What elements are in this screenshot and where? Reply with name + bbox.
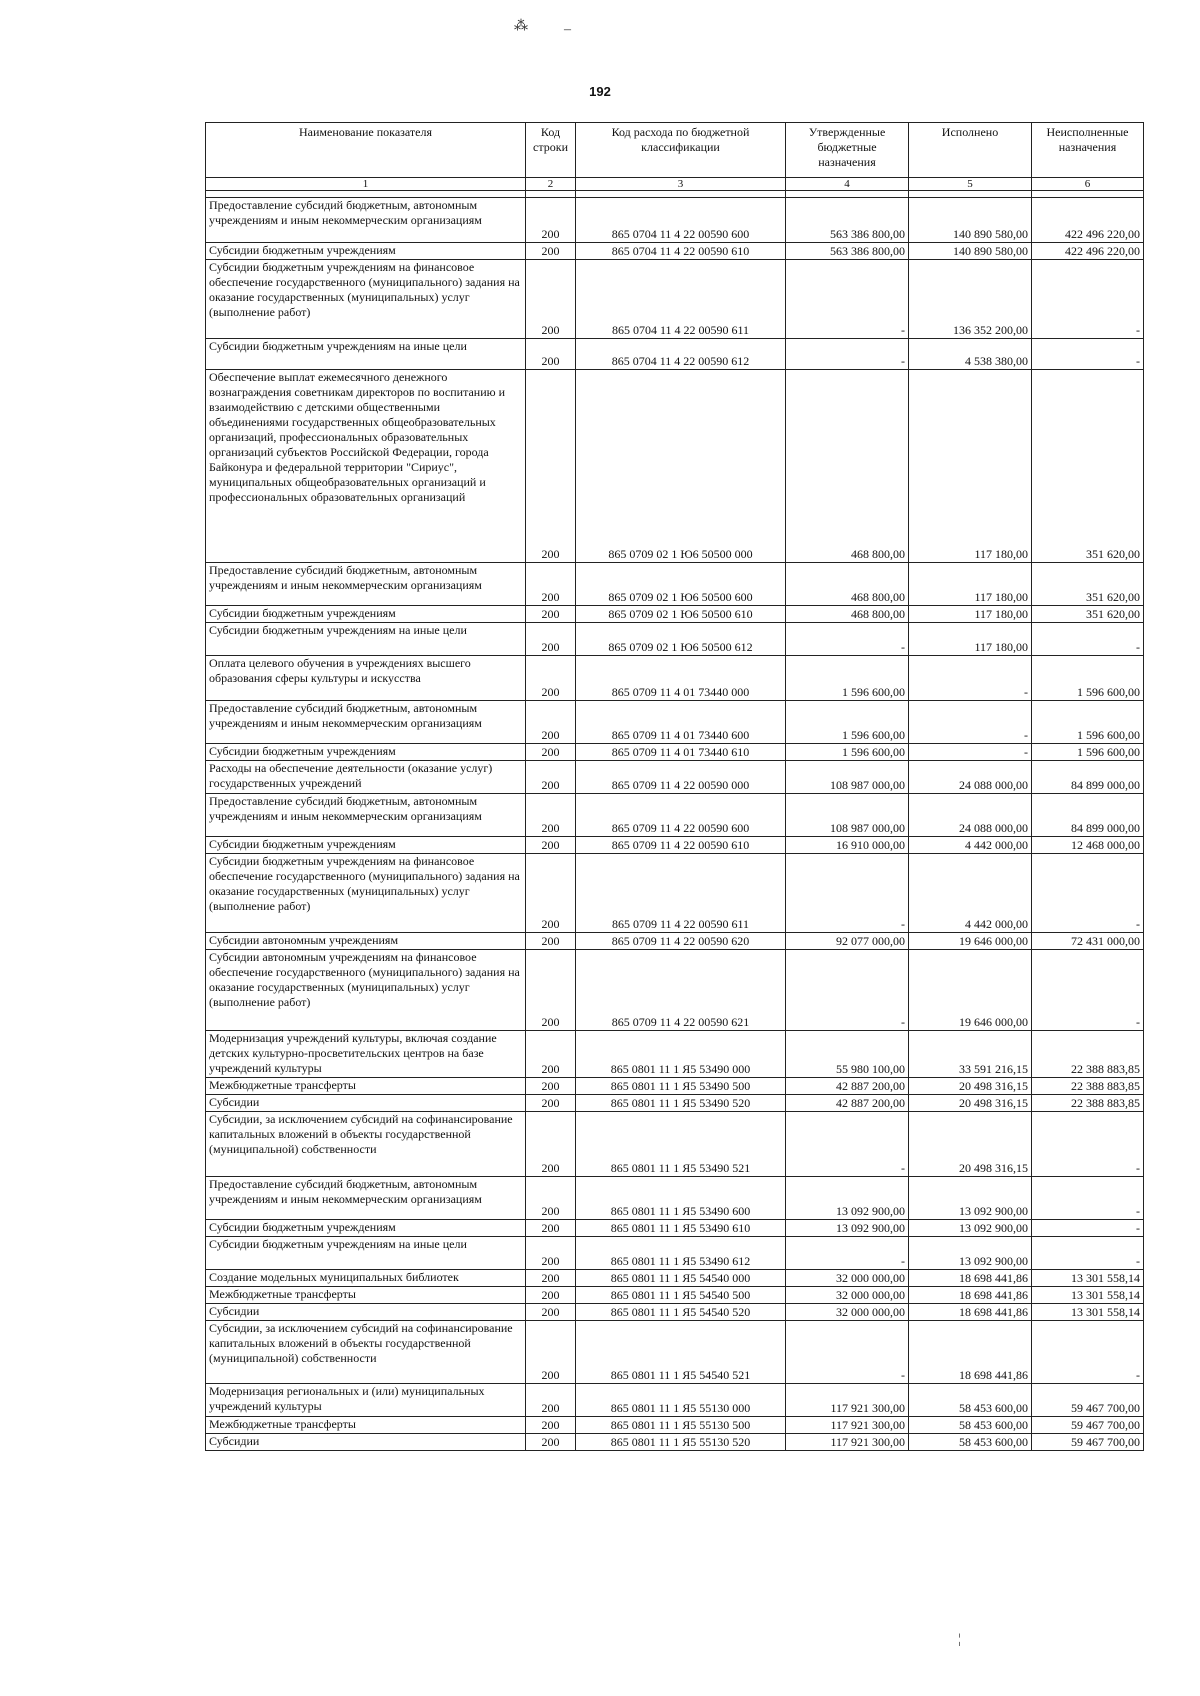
table-body (206, 198, 1144, 1451)
unexecuted-amount-cell: 351 620,00 (1032, 563, 1144, 606)
budget-classification-cell: 865 0801 11 1 Я5 55130 520 (576, 1434, 786, 1451)
approved-amount-cell: - (786, 950, 909, 1031)
table-row (206, 198, 1144, 243)
executed-amount-cell: 58 453 600,00 (909, 1384, 1032, 1417)
table-row (206, 339, 1144, 370)
budget-classification-cell: 865 0801 11 1 Я5 54540 500 (576, 1287, 786, 1304)
column-number: 2 (526, 178, 576, 191)
indicator-name-cell: Субсидии бюджетным учреждениям (206, 744, 526, 761)
table-row (206, 1237, 1144, 1270)
line-code-cell: 200 (526, 761, 576, 794)
table-row (206, 1112, 1144, 1177)
table-row (206, 1384, 1144, 1417)
approved-amount-cell: 55 980 100,00 (786, 1031, 909, 1078)
budget-classification-cell: 865 0801 11 1 Я5 53490 520 (576, 1095, 786, 1112)
column-number: 3 (576, 178, 786, 191)
indicator-name-cell: Предоставление субсидий бюджетным, автономным учреждениям и иным некоммерческим организациям (206, 563, 526, 606)
executed-amount-cell: 18 698 441,86 (909, 1321, 1032, 1384)
line-code-cell: 200 (526, 1434, 576, 1451)
executed-amount-cell: 13 092 900,00 (909, 1220, 1032, 1237)
page-number: 192 (589, 84, 611, 99)
approved-amount-cell: 1 596 600,00 (786, 701, 909, 744)
column-number: 1 (206, 178, 526, 191)
column-header-code: Код строки (526, 123, 576, 178)
table-row (206, 950, 1144, 1031)
indicator-name-cell: Расходы на обеспечение деятельности (оказание услуг) государственных учреждений (206, 761, 526, 794)
budget-classification-cell: 865 0801 11 1 Я5 53490 610 (576, 1220, 786, 1237)
line-code-cell: 200 (526, 1237, 576, 1270)
scan-mark-top-dash: – (564, 22, 571, 37)
table-row (206, 623, 1144, 656)
approved-amount-cell: 117 921 300,00 (786, 1417, 909, 1434)
line-code-cell: 200 (526, 623, 576, 656)
unexecuted-amount-cell: - (1032, 623, 1144, 656)
unexecuted-amount-cell: - (1032, 1237, 1144, 1270)
budget-classification-cell: 865 0801 11 1 Я5 53490 612 (576, 1237, 786, 1270)
indicator-name-cell: Межбюджетные трансферты (206, 1417, 526, 1434)
approved-amount-cell: 16 910 000,00 (786, 837, 909, 854)
line-code-cell: 200 (526, 854, 576, 933)
unexecuted-amount-cell: - (1032, 854, 1144, 933)
table-row (206, 933, 1144, 950)
approved-amount-cell: 1 596 600,00 (786, 744, 909, 761)
budget-classification-cell: 865 0709 02 1 Ю6 50500 612 (576, 623, 786, 656)
table-row (206, 1095, 1144, 1112)
budget-classification-cell: 865 0704 11 4 22 00590 610 (576, 243, 786, 260)
line-code-cell: 200 (526, 1031, 576, 1078)
budget-classification-cell: 865 0709 11 4 22 00590 620 (576, 933, 786, 950)
unexecuted-amount-cell: 1 596 600,00 (1032, 656, 1144, 701)
budget-classification-cell: 865 0801 11 1 Я5 54540 000 (576, 1270, 786, 1287)
table-row (206, 1287, 1144, 1304)
approved-amount-cell: - (786, 854, 909, 933)
budget-classification-cell: 865 0709 11 4 22 00590 000 (576, 761, 786, 794)
column-number: 6 (1032, 178, 1144, 191)
budget-classification-cell: 865 0801 11 1 Я5 53490 500 (576, 1078, 786, 1095)
unexecuted-amount-cell: - (1032, 260, 1144, 339)
executed-amount-cell: 20 498 316,15 (909, 1095, 1032, 1112)
executed-amount-cell: 136 352 200,00 (909, 260, 1032, 339)
table-row (206, 1434, 1144, 1451)
table-row (206, 1078, 1144, 1095)
line-code-cell: 200 (526, 933, 576, 950)
executed-amount-cell: 33 591 216,15 (909, 1031, 1032, 1078)
table-row (206, 1270, 1144, 1287)
table-header-row (206, 123, 1144, 178)
unexecuted-amount-cell: 72 431 000,00 (1032, 933, 1144, 950)
executed-amount-cell: - (909, 701, 1032, 744)
approved-amount-cell: - (786, 339, 909, 370)
unexecuted-amount-cell: 1 596 600,00 (1032, 744, 1144, 761)
column-header-classification: Код расхода по бюджетной классификации (576, 123, 786, 178)
unexecuted-amount-cell: 22 388 883,85 (1032, 1095, 1144, 1112)
table-row (206, 1321, 1144, 1384)
line-code-cell: 200 (526, 744, 576, 761)
table-row (206, 761, 1144, 794)
executed-amount-cell: - (909, 744, 1032, 761)
table-row (206, 744, 1144, 761)
table-row (206, 243, 1144, 260)
approved-amount-cell: 92 077 000,00 (786, 933, 909, 950)
indicator-name-cell: Субсидии (206, 1304, 526, 1321)
indicator-name-cell: Субсидии бюджетным учреждениям на иные цели (206, 1237, 526, 1270)
indicator-name-cell: Субсидии бюджетным учреждениям на финансовое обеспечение государственного (муниципального) задания на оказание государственных (муниципальных) услуг (выполнение работ) (206, 854, 526, 933)
executed-amount-cell: 18 698 441,86 (909, 1287, 1032, 1304)
approved-amount-cell: 468 800,00 (786, 370, 909, 563)
indicator-name-cell: Субсидии бюджетным учреждениям (206, 1220, 526, 1237)
unexecuted-amount-cell: - (1032, 1321, 1144, 1384)
approved-amount-cell: 32 000 000,00 (786, 1270, 909, 1287)
line-code-cell: 200 (526, 1287, 576, 1304)
table-row (206, 1304, 1144, 1321)
executed-amount-cell: 140 890 580,00 (909, 198, 1032, 243)
approved-amount-cell: 13 092 900,00 (786, 1220, 909, 1237)
column-header-executed: Исполнено (909, 123, 1032, 178)
executed-amount-cell: 24 088 000,00 (909, 761, 1032, 794)
budget-classification-cell: 865 0709 11 4 22 00590 610 (576, 837, 786, 854)
indicator-name-cell: Субсидии бюджетным учреждениям на иные цели (206, 623, 526, 656)
executed-amount-cell: 4 442 000,00 (909, 837, 1032, 854)
line-code-cell: 200 (526, 656, 576, 701)
executed-amount-cell: 58 453 600,00 (909, 1434, 1032, 1451)
approved-amount-cell: - (786, 623, 909, 656)
line-code-cell: 200 (526, 1384, 576, 1417)
budget-classification-cell: 865 0709 11 4 22 00590 600 (576, 794, 786, 837)
approved-amount-cell: 563 386 800,00 (786, 198, 909, 243)
approved-amount-cell: 108 987 000,00 (786, 761, 909, 794)
unexecuted-amount-cell: 351 620,00 (1032, 606, 1144, 623)
indicator-name-cell: Субсидии бюджетным учреждениям (206, 837, 526, 854)
unexecuted-amount-cell: 22 388 883,85 (1032, 1031, 1144, 1078)
unexecuted-amount-cell: 13 301 558,14 (1032, 1287, 1144, 1304)
line-code-cell: 200 (526, 1177, 576, 1220)
table-row (206, 837, 1144, 854)
table-row (206, 1220, 1144, 1237)
table-row (206, 1031, 1144, 1078)
indicator-name-cell: Предоставление субсидий бюджетным, автономным учреждениям и иным некоммерческим организациям (206, 198, 526, 243)
approved-amount-cell: 117 921 300,00 (786, 1384, 909, 1417)
approved-amount-cell: - (786, 260, 909, 339)
line-code-cell: 200 (526, 837, 576, 854)
budget-classification-cell: 865 0709 11 4 01 73440 000 (576, 656, 786, 701)
line-code-cell: 200 (526, 1321, 576, 1384)
unexecuted-amount-cell: 12 468 000,00 (1032, 837, 1144, 854)
line-code-cell: 200 (526, 1304, 576, 1321)
executed-amount-cell: 4 538 380,00 (909, 339, 1032, 370)
approved-amount-cell: 468 800,00 (786, 606, 909, 623)
indicator-name-cell: Предоставление субсидий бюджетным, автономным учреждениям и иным некоммерческим организациям (206, 794, 526, 837)
executed-amount-cell: 58 453 600,00 (909, 1417, 1032, 1434)
line-code-cell: 200 (526, 1078, 576, 1095)
table-row (206, 1177, 1144, 1220)
budget-classification-cell: 865 0801 11 1 Я5 55130 000 (576, 1384, 786, 1417)
executed-amount-cell: 117 180,00 (909, 563, 1032, 606)
budget-classification-cell: 865 0801 11 1 Я5 53490 000 (576, 1031, 786, 1078)
unexecuted-amount-cell: 1 596 600,00 (1032, 701, 1144, 744)
unexecuted-amount-cell: 59 467 700,00 (1032, 1384, 1144, 1417)
unexecuted-amount-cell: - (1032, 1220, 1144, 1237)
indicator-name-cell: Субсидии (206, 1095, 526, 1112)
line-code-cell: 200 (526, 563, 576, 606)
line-code-cell: 200 (526, 243, 576, 260)
unexecuted-amount-cell: - (1032, 1177, 1144, 1220)
indicator-name-cell: Субсидии бюджетным учреждениям на иные цели (206, 339, 526, 370)
indicator-name-cell: Субсидии бюджетным учреждениям на финансовое обеспечение государственного (муниципального) задания на оказание государственных (муниципальных) услуг (выполнение работ) (206, 260, 526, 339)
indicator-name-cell: Модернизация учреждений культуры, включая создание детских культурно-просветительских центров на базе учреждений культуры (206, 1031, 526, 1078)
approved-amount-cell: - (786, 1237, 909, 1270)
table-row (206, 794, 1144, 837)
indicator-name-cell: Обеспечение выплат ежемесячного денежного вознаграждения советникам директоров по воспитанию и взаимодействию с детскими общественными объединениями государственных общеобразовательных организаций, профессиональных образовательных организаций субъектов Российской Федерации, города Байконура и федеральной территории "Сириус", муниципальных общеобразовательных организаций и профессиональных образовательных организаций (206, 370, 526, 563)
budget-classification-cell: 865 0801 11 1 Я5 54540 520 (576, 1304, 786, 1321)
unexecuted-amount-cell: 59 467 700,00 (1032, 1417, 1144, 1434)
unexecuted-amount-cell: 422 496 220,00 (1032, 243, 1144, 260)
budget-classification-cell: 865 0709 02 1 Ю6 50500 600 (576, 563, 786, 606)
unexecuted-amount-cell: 422 496 220,00 (1032, 198, 1144, 243)
line-code-cell: 200 (526, 950, 576, 1031)
indicator-name-cell: Субсидии бюджетным учреждениям (206, 606, 526, 623)
budget-classification-cell: 865 0709 11 4 22 00590 611 (576, 854, 786, 933)
indicator-name-cell: Модернизация региональных и (или) муниципальных учреждений культуры (206, 1384, 526, 1417)
indicator-name-cell: Создание модельных муниципальных библиотек (206, 1270, 526, 1287)
unexecuted-amount-cell: - (1032, 950, 1144, 1031)
budget-classification-cell: 865 0801 11 1 Я5 53490 600 (576, 1177, 786, 1220)
table-row (206, 606, 1144, 623)
approved-amount-cell: 1 596 600,00 (786, 656, 909, 701)
unexecuted-amount-cell: 84 899 000,00 (1032, 794, 1144, 837)
indicator-name-cell: Субсидии (206, 1434, 526, 1451)
executed-amount-cell: - (909, 656, 1032, 701)
unexecuted-amount-cell: 22 388 883,85 (1032, 1078, 1144, 1095)
indicator-name-cell: Предоставление субсидий бюджетным, автономным учреждениям и иным некоммерческим организациям (206, 1177, 526, 1220)
unexecuted-amount-cell: 13 301 558,14 (1032, 1270, 1144, 1287)
line-code-cell: 200 (526, 1417, 576, 1434)
column-header-name: Наименование показателя (206, 123, 526, 178)
executed-amount-cell: 18 698 441,86 (909, 1270, 1032, 1287)
executed-amount-cell: 20 498 316,15 (909, 1112, 1032, 1177)
approved-amount-cell: 32 000 000,00 (786, 1287, 909, 1304)
approved-amount-cell: - (786, 1321, 909, 1384)
budget-classification-cell: 865 0801 11 1 Я5 53490 521 (576, 1112, 786, 1177)
budget-classification-cell: 865 0709 02 1 Ю6 50500 000 (576, 370, 786, 563)
column-number: 5 (909, 178, 1032, 191)
budget-classification-cell: 865 0709 11 4 22 00590 621 (576, 950, 786, 1031)
budget-classification-cell: 865 0801 11 1 Я5 54540 521 (576, 1321, 786, 1384)
budget-classification-cell: 865 0704 11 4 22 00590 612 (576, 339, 786, 370)
line-code-cell: 200 (526, 339, 576, 370)
table-row (206, 260, 1144, 339)
approved-amount-cell: 32 000 000,00 (786, 1304, 909, 1321)
executed-amount-cell: 117 180,00 (909, 606, 1032, 623)
line-code-cell: 200 (526, 1220, 576, 1237)
indicator-name-cell: Субсидии, за исключением субсидий на софинансирование капитальных вложений в объекты государственной (муниципальной) собственности (206, 1321, 526, 1384)
unexecuted-amount-cell: - (1032, 1112, 1144, 1177)
line-code-cell: 200 (526, 198, 576, 243)
column-number-row (206, 178, 1144, 191)
line-code-cell: 200 (526, 1270, 576, 1287)
executed-amount-cell: 140 890 580,00 (909, 243, 1032, 260)
unexecuted-amount-cell: 84 899 000,00 (1032, 761, 1144, 794)
line-code-cell: 200 (526, 606, 576, 623)
line-code-cell: 200 (526, 370, 576, 563)
executed-amount-cell: 24 088 000,00 (909, 794, 1032, 837)
unexecuted-amount-cell: 13 301 558,14 (1032, 1304, 1144, 1321)
executed-amount-cell: 13 092 900,00 (909, 1237, 1032, 1270)
executed-amount-cell: 19 646 000,00 (909, 950, 1032, 1031)
budget-classification-cell: 865 0801 11 1 Я5 55130 500 (576, 1417, 786, 1434)
executed-amount-cell: 20 498 316,15 (909, 1078, 1032, 1095)
header-gap (206, 191, 1144, 198)
column-header-unexecuted: Неисполненные назначения (1032, 123, 1144, 178)
table-row (206, 1417, 1144, 1434)
line-code-cell: 200 (526, 260, 576, 339)
line-code-cell: 200 (526, 1095, 576, 1112)
executed-amount-cell: 19 646 000,00 (909, 933, 1032, 950)
line-code-cell: 200 (526, 1112, 576, 1177)
column-number: 4 (786, 178, 909, 191)
scan-mark-top: ⁂ (514, 19, 528, 34)
budget-classification-cell: 865 0709 02 1 Ю6 50500 610 (576, 606, 786, 623)
table-row (206, 656, 1144, 701)
table-row (206, 563, 1144, 606)
indicator-name-cell: Межбюджетные трансферты (206, 1287, 526, 1304)
approved-amount-cell: - (786, 1112, 909, 1177)
column-header-approved: Утвержденные бюджетные назначения (786, 123, 909, 178)
approved-amount-cell: 117 921 300,00 (786, 1434, 909, 1451)
unexecuted-amount-cell: - (1032, 339, 1144, 370)
indicator-name-cell: Предоставление субсидий бюджетным, автономным учреждениям и иным некоммерческим организациям (206, 701, 526, 744)
unexecuted-amount-cell: 351 620,00 (1032, 370, 1144, 563)
indicator-name-cell: Субсидии, за исключением субсидий на софинансирование капитальных вложений в объекты государственной (муниципальной) собственности (206, 1112, 526, 1177)
executed-amount-cell: 13 092 900,00 (909, 1177, 1032, 1220)
approved-amount-cell: 42 887 200,00 (786, 1095, 909, 1112)
budget-execution-table (205, 122, 1144, 1451)
indicator-name-cell: Субсидии автономным учреждениям (206, 933, 526, 950)
executed-amount-cell: 117 180,00 (909, 370, 1032, 563)
budget-classification-cell: 865 0709 11 4 01 73440 600 (576, 701, 786, 744)
indicator-name-cell: Межбюджетные трансферты (206, 1078, 526, 1095)
indicator-name-cell: Оплата целевого обучения в учреждениях высшего образования сферы культуры и искусства (206, 656, 526, 701)
executed-amount-cell: 18 698 441,86 (909, 1304, 1032, 1321)
approved-amount-cell: 13 092 900,00 (786, 1177, 909, 1220)
scan-mark-bottom: ¦ (958, 1632, 961, 1647)
executed-amount-cell: 4 442 000,00 (909, 854, 1032, 933)
line-code-cell: 200 (526, 794, 576, 837)
table-row (206, 854, 1144, 933)
line-code-cell: 200 (526, 701, 576, 744)
budget-classification-cell: 865 0704 11 4 22 00590 600 (576, 198, 786, 243)
table-row (206, 370, 1144, 563)
budget-classification-cell: 865 0704 11 4 22 00590 611 (576, 260, 786, 339)
unexecuted-amount-cell: 59 467 700,00 (1032, 1434, 1144, 1451)
approved-amount-cell: 108 987 000,00 (786, 794, 909, 837)
indicator-name-cell: Субсидии автономным учреждениям на финансовое обеспечение государственного (муниципального) задания на оказание государственных (муниципальных) услуг (выполнение работ) (206, 950, 526, 1031)
budget-classification-cell: 865 0709 11 4 01 73440 610 (576, 744, 786, 761)
indicator-name-cell: Субсидии бюджетным учреждениям (206, 243, 526, 260)
approved-amount-cell: 42 887 200,00 (786, 1078, 909, 1095)
approved-amount-cell: 468 800,00 (786, 563, 909, 606)
approved-amount-cell: 563 386 800,00 (786, 243, 909, 260)
executed-amount-cell: 117 180,00 (909, 623, 1032, 656)
table-row (206, 701, 1144, 744)
